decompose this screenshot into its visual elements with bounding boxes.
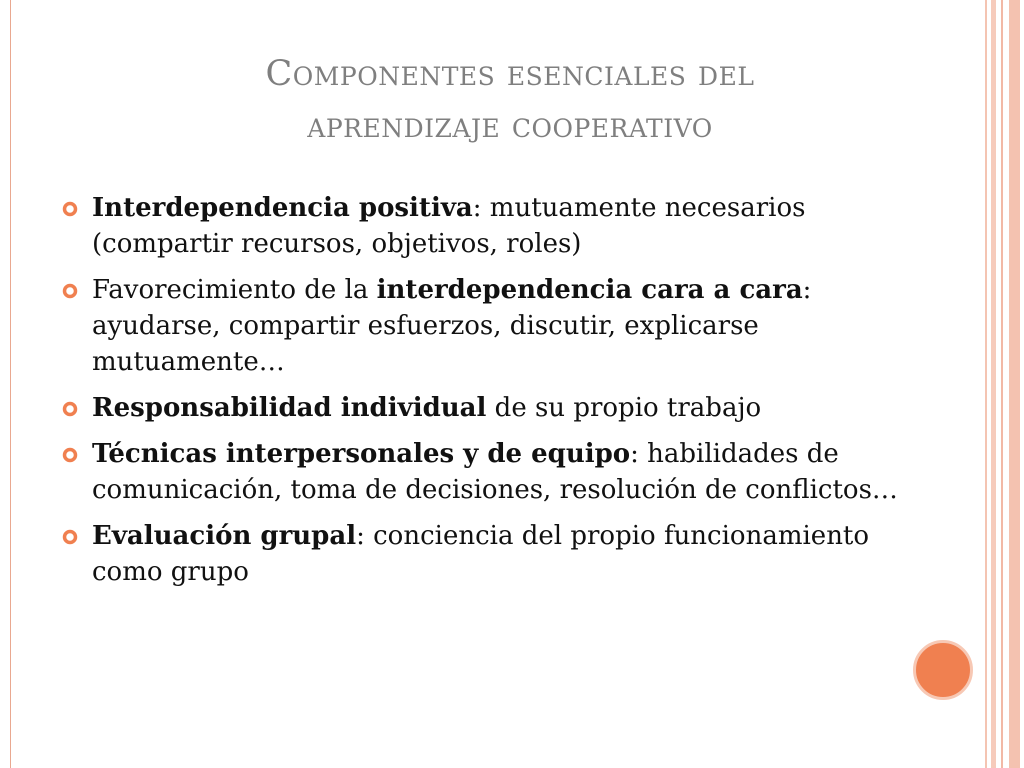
bullet-text: : conciencia del propio funcionamiento como grupo — [92, 521, 870, 587]
right-decorative-stripe — [991, 0, 996, 768]
right-decorative-stripe — [985, 0, 987, 768]
slide-title-line-1: Componentes esenciales del — [265, 54, 755, 94]
bullet-text: : mutuamente necesarios (compartir recursos, objetivos, roles) — [92, 193, 806, 259]
bullet-text: : habilidades de comunicación, toma de decisiones, resolución de conflictos… — [92, 439, 898, 505]
orange-ring-bullet-icon — [62, 529, 78, 545]
orange-ring-bullet-icon — [62, 201, 78, 217]
bullet-bold-text: Responsabilidad individual — [92, 393, 487, 423]
orange-ring-bullet-icon — [62, 401, 78, 417]
bullet-list — [62, 190, 932, 600]
bullet-item — [62, 272, 932, 380]
bullet-bold-text: Evaluación grupal — [92, 521, 357, 551]
slide-title — [160, 48, 860, 152]
orange-ring-bullet-icon — [62, 447, 78, 463]
bullet-text-prefix: Favorecimiento de la — [92, 275, 377, 305]
slide-title-line-2: aprendizaje cooperativo — [307, 106, 713, 146]
right-decorative-stripe — [1009, 0, 1020, 768]
bullet-item — [62, 436, 932, 508]
orange-ring-bullet-icon — [62, 283, 78, 299]
bullet-item — [62, 390, 932, 426]
right-decorative-stripe — [1001, 0, 1003, 768]
left-frame-line — [10, 0, 11, 768]
bullet-bold-text: Interdependencia positiva — [92, 193, 473, 223]
bullet-bold-text: Técnicas interpersonales y de equipo — [92, 439, 631, 469]
bullet-text: : ayudarse, compartir esfuerzos, discutir, explicarse mutuamente… — [92, 275, 812, 377]
decorative-orange-circle — [913, 640, 973, 700]
bullet-item — [62, 190, 932, 262]
bullet-bold-text: interdependencia cara a cara — [376, 275, 803, 305]
bullet-text: de su propio trabajo — [486, 393, 762, 423]
bullet-item — [62, 518, 932, 590]
